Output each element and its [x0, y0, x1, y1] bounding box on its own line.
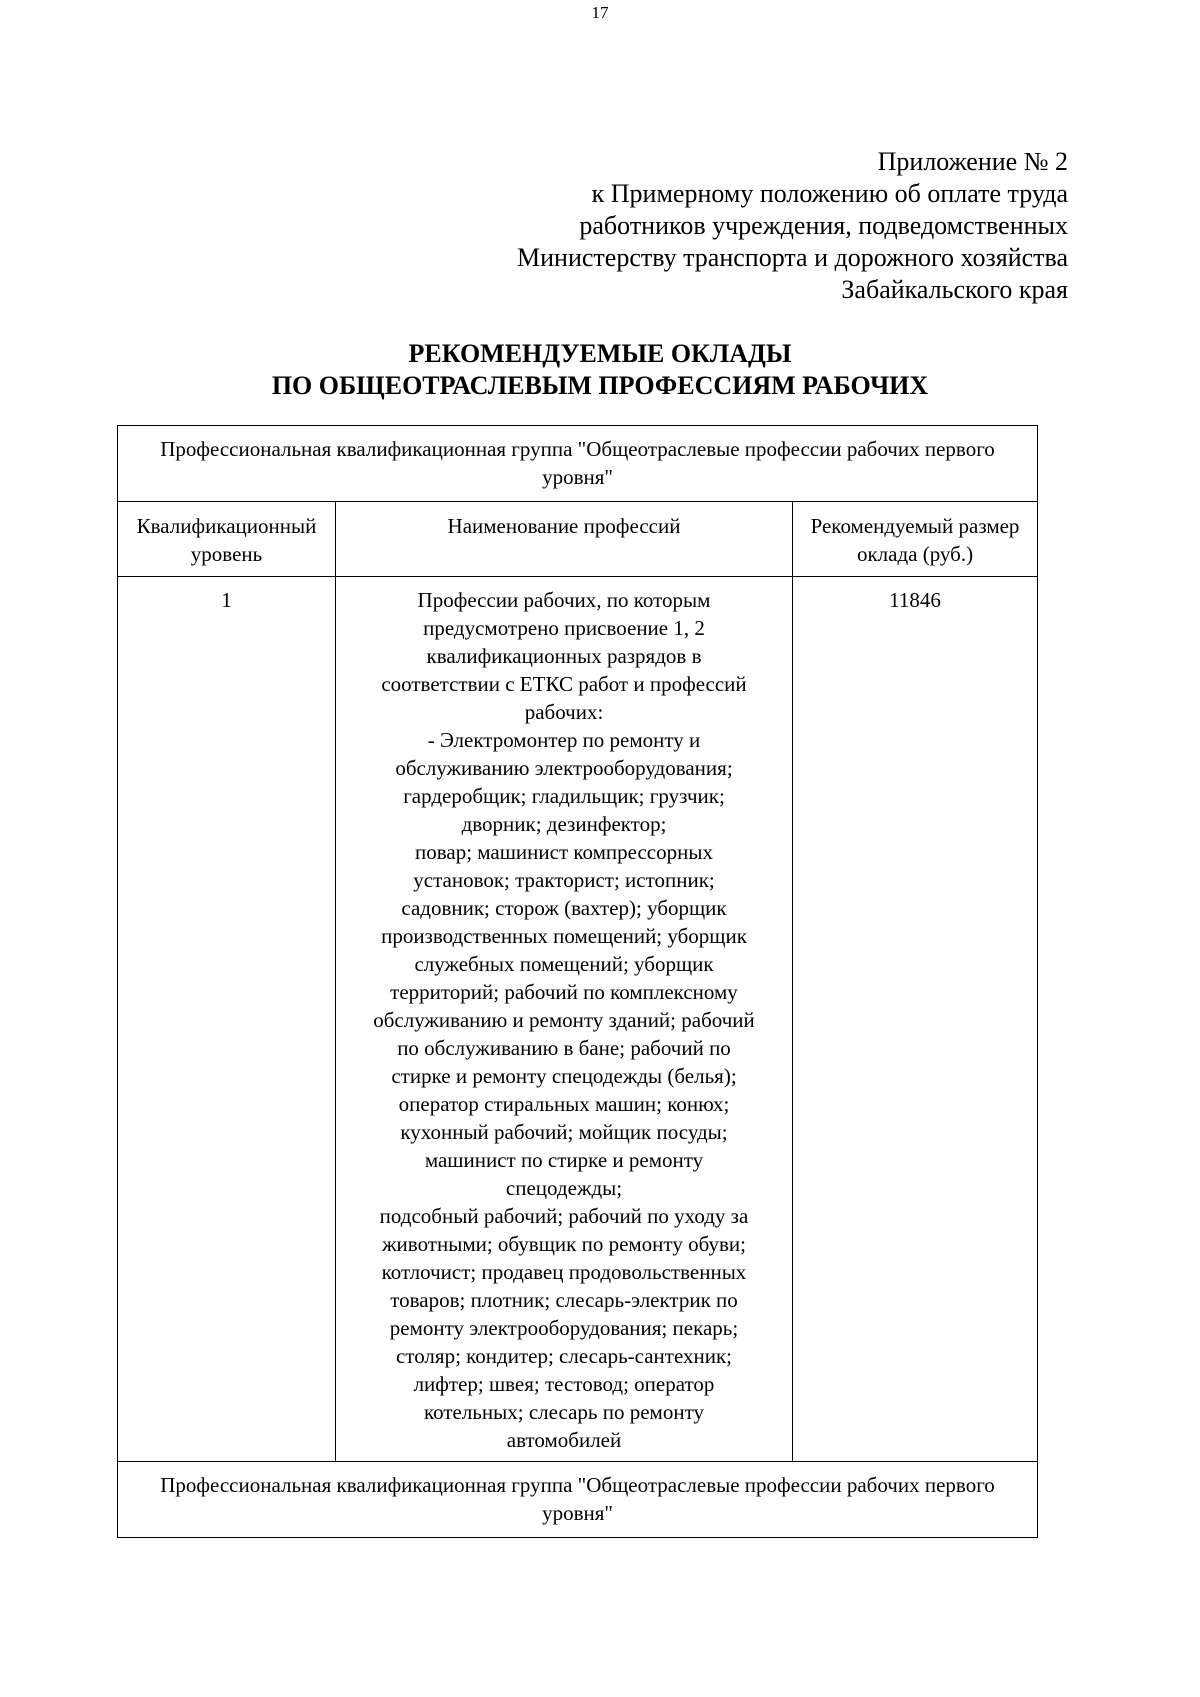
profession-line: служебных помещений; уборщик	[414, 952, 714, 976]
profession-line: по обслуживанию в бане; рабочий по	[397, 1036, 731, 1060]
profession-line: территорий; рабочий по комплексному	[390, 980, 738, 1004]
profession-line: стирке и ремонту спецодежды (белья);	[391, 1064, 737, 1088]
profession-line: гардеробщик; гладильщик; грузчик;	[403, 784, 725, 808]
profession-line: кухонный рабочий; мойщик посуды;	[400, 1120, 728, 1144]
table-row	[118, 577, 1038, 1462]
profession-line: соответствии с ЕТКС работ и профессий	[381, 672, 747, 696]
profession-line: спецодежды;	[505, 1176, 623, 1200]
profession-line: лифтер; швея; тестовод; оператор	[413, 1372, 715, 1396]
profession-line: товаров; плотник; слесарь-электрик по	[390, 1288, 738, 1312]
profession-line: садовник; сторож (вахтер); уборщик	[401, 896, 727, 920]
appendix-line: работников учреждения, подведомственных	[579, 211, 1068, 240]
page-number: 17	[591, 3, 609, 22]
footer-group-header-row	[118, 1462, 1038, 1538]
professions-cell	[336, 577, 793, 1462]
document-title	[0, 338, 1200, 402]
profession-line: квалификационных разрядов в	[426, 644, 702, 668]
profession-line: животными; обувщик по ремонту обуви;	[382, 1232, 746, 1256]
profession-line: обслуживанию электрооборудования;	[395, 756, 733, 780]
profession-line: ремонту электрооборудования; пекарь;	[389, 1316, 739, 1340]
document-title-line: РЕКОМЕНДУЕМЫЕ ОКЛАДЫ	[408, 339, 792, 368]
profession-line: предусмотрено присвоение 1, 2	[423, 616, 705, 640]
appendix-reference	[348, 146, 1068, 306]
profession-line: дворник; дезинфектор;	[461, 812, 667, 836]
salary-table	[117, 425, 1038, 1538]
profession-line: котлочист; продавец продовольственных	[381, 1260, 747, 1284]
column-header-level: Квалификационный уровень	[118, 502, 336, 577]
profession-line: рабочих:	[524, 700, 604, 724]
profession-line: установок; тракторист; истопник;	[413, 868, 715, 892]
profession-line: повар; машинист компрессорных	[415, 840, 713, 864]
profession-line: автомобилей	[506, 1428, 622, 1452]
group-header-cell: Профессиональная квалификационная группа "Общеотраслевые профессии рабочих первого уровня"	[118, 426, 1038, 502]
profession-line: котельных; слесарь по ремонту	[424, 1400, 704, 1424]
profession-line: оператор стиральных машин; конюх;	[398, 1092, 730, 1116]
document-title-line: ПО ОБЩЕОТРАСЛЕВЫМ ПРОФЕССИЯМ РАБОЧИХ	[271, 371, 929, 400]
footer-group-header-cell: Профессиональная квалификационная группа "Общеотраслевые профессии рабочих первого уровня"	[118, 1462, 1038, 1538]
profession-line: подсобный рабочий; рабочий по уходу за	[379, 1204, 749, 1228]
group-header-row	[118, 426, 1038, 502]
appendix-line: Приложение № 2	[877, 147, 1068, 176]
column-header-row	[118, 502, 1038, 577]
profession-line: Профессии рабочих, по которым	[417, 588, 711, 612]
profession-line: обслуживанию и ремонту зданий; рабочий	[373, 1008, 755, 1032]
level-cell: 1	[118, 577, 336, 1462]
column-header-professions: Наименование профессий	[336, 502, 793, 577]
column-header-salary: Рекомендуемый размер оклада (руб.)	[793, 502, 1038, 577]
profession-line: столяр; кондитер; слесарь-сантехник;	[395, 1344, 733, 1368]
appendix-line: Министерству транспорта и дорожного хозяйства	[517, 243, 1068, 272]
profession-line: машинист по стирке и ремонту	[424, 1148, 704, 1172]
salary-cell: 11846	[793, 577, 1038, 1462]
profession-line: производственных помещений; уборщик	[381, 924, 747, 948]
appendix-line: Забайкальского края	[841, 275, 1068, 304]
profession-line: - Электромонтер по ремонту и	[427, 728, 701, 752]
appendix-line: к Примерному положению об оплате труда	[591, 179, 1068, 208]
